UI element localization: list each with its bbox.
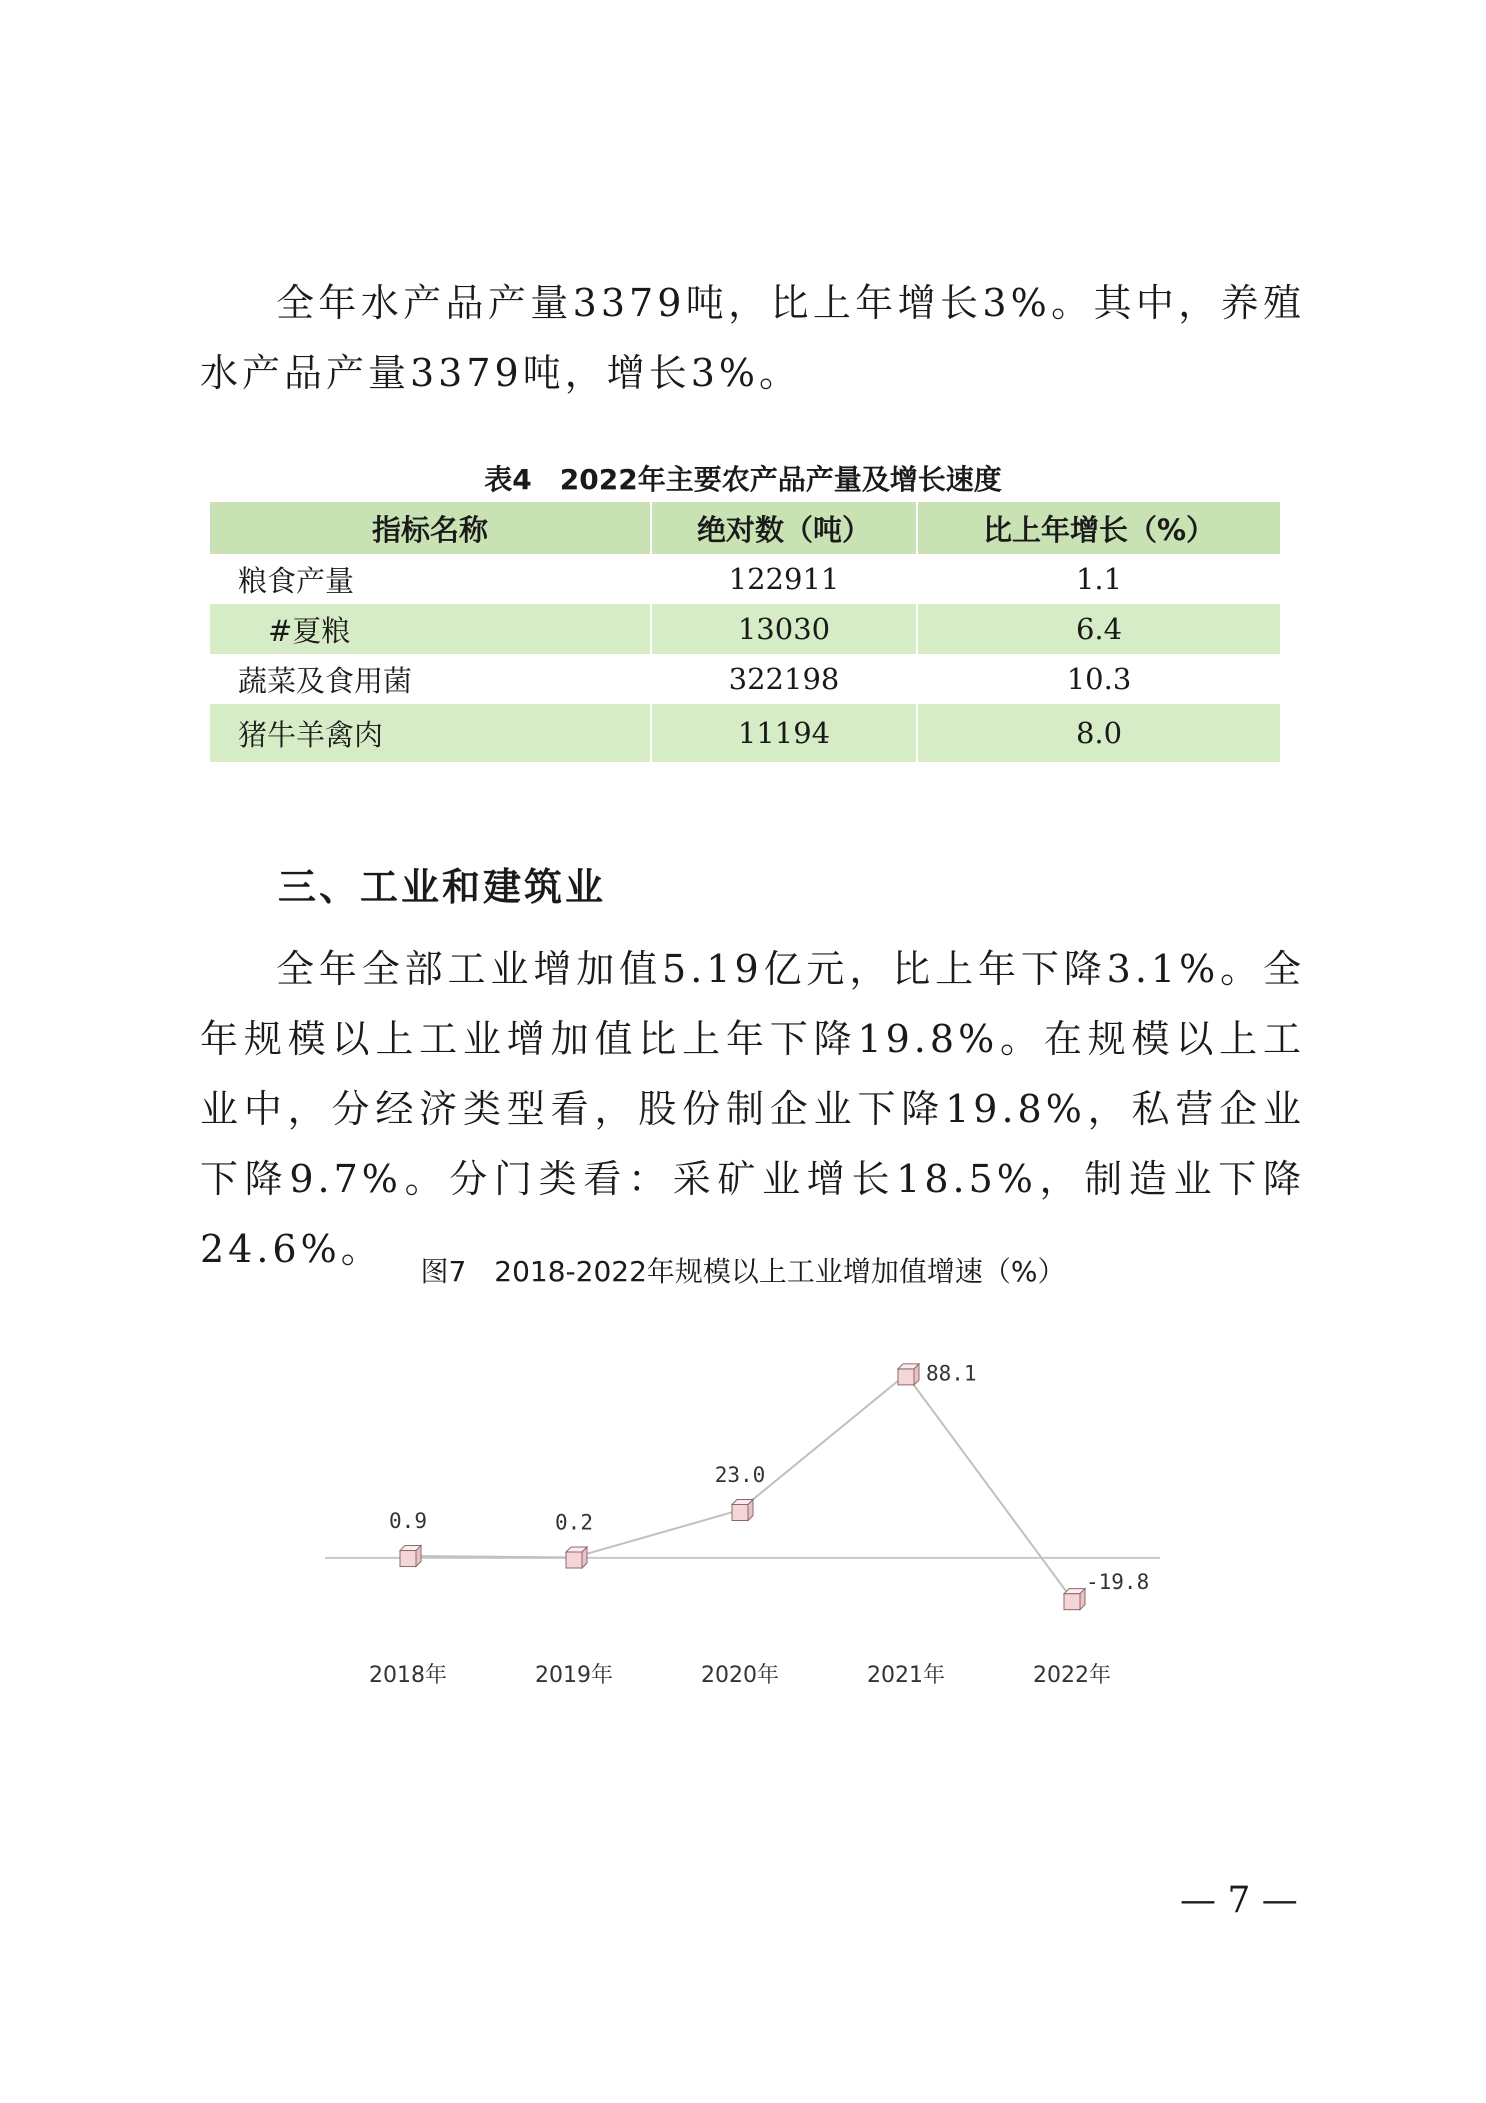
row-value: 13030 [651,604,917,654]
row-value: 11194 [651,704,917,762]
data-label: 88.1 [926,1361,977,1386]
table-row [210,704,1280,762]
data-label: -19.8 [1086,1570,1150,1595]
paragraph-aquatic-products: 全年水产品产量3379吨，比上年增长3%。其中，养殖水产品产量3379吨，增长3%。 [200,281,1305,395]
table-header-row [210,502,1280,554]
x-tick-label: 2022年 [1033,1663,1111,1688]
table-row [210,554,1280,604]
data-label: 0.9 [389,1509,427,1534]
row-growth: 8.0 [917,704,1280,762]
row-name: #夏粮 [210,604,651,654]
row-growth: 10.3 [917,654,1280,704]
row-name: 猪牛羊禽肉 [210,704,651,762]
growth-line-chart [300,1340,1180,1700]
row-name: 粮食产量 [238,563,355,598]
agricultural-products-table [210,502,1280,762]
data-point-marker [400,1546,421,1567]
row-value: 322198 [651,654,917,704]
data-point-marker [1064,1589,1085,1610]
section-title: 三、工业和建筑业 [278,865,607,909]
data-point-marker [732,1500,753,1521]
x-tick-label: 2020年 [701,1663,779,1688]
page-number: — 7 — [1180,1880,1298,1921]
data-point-marker [566,1547,587,1568]
data-label: 0.2 [555,1510,593,1535]
table-row [210,654,1280,704]
row-value: 122911 [651,554,917,604]
table-row [210,604,1280,654]
row-name: 蔬菜及食用菌 [238,663,413,698]
data-label: 23.0 [714,1463,766,1487]
row-growth: 1.1 [917,554,1280,604]
chart-title: 图7 2018-2022年规模以上工业增加值增速（%） [420,1255,1066,1288]
x-tick-label: 2018年 [369,1663,447,1688]
header-absolute-value: 绝对数（吨） [651,502,917,554]
data-point-marker [898,1364,919,1385]
x-tick-label: 2019年 [535,1663,613,1688]
header-growth-rate: 比上年增长（%） [917,502,1280,554]
x-tick-label: 2021年 [867,1663,945,1688]
header-indicator-name: 指标名称 [210,502,651,554]
table-caption: 表4 2022年主要农产品产量及增长速度 [484,463,1002,496]
row-growth: 6.4 [917,604,1280,654]
paragraph-industry: 全年全部工业增加值5.19亿元，比上年下降3.1%。全年规模以上工业增加值比上年下降19.8%。在规模以上工业中，分经济类型看，股份制企业下降19.8%，私营企业下降9.7%。分门类看：采矿业增长18.5%，制造业下降24.6%。 [200,947,1305,1271]
